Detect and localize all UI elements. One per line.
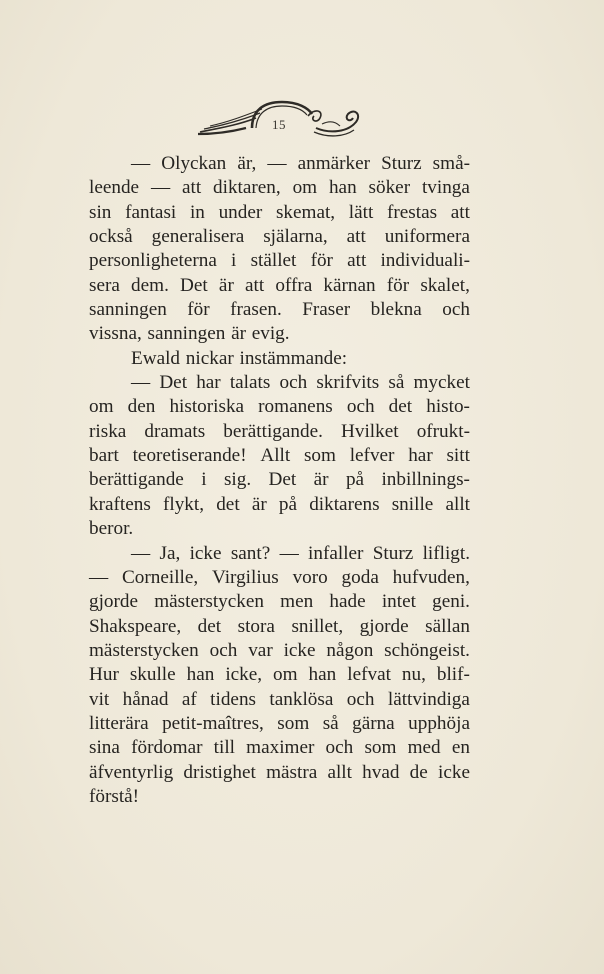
word: frasen. <box>230 299 282 321</box>
text-line <box>89 420 470 444</box>
word: tvinga <box>421 177 470 199</box>
text-line <box>89 444 470 468</box>
word: är <box>313 469 329 491</box>
word: och <box>346 396 375 418</box>
word: diktarens <box>309 493 380 515</box>
word: små- <box>432 153 470 174</box>
word: så <box>322 712 339 734</box>
word: lefvat <box>347 664 391 686</box>
word: historiska <box>169 396 245 418</box>
word: gärna <box>352 712 395 734</box>
word: Ja, <box>159 542 181 564</box>
word: att <box>347 250 367 272</box>
word: stället <box>250 250 297 272</box>
word: — <box>267 153 287 174</box>
word: dramats <box>144 420 206 442</box>
word: och <box>209 639 238 661</box>
word: talats <box>229 372 271 394</box>
word: är <box>231 323 246 345</box>
word: och <box>346 688 375 710</box>
word: — <box>131 542 151 564</box>
word: lifligt. <box>422 542 470 564</box>
text-line <box>89 152 470 176</box>
word: blif- <box>436 664 470 686</box>
word: geni. <box>432 591 470 613</box>
word: lätt <box>348 201 374 223</box>
word: hade <box>329 591 366 613</box>
text-line <box>89 785 470 809</box>
word: snille <box>391 493 434 515</box>
word: kärnan <box>323 274 376 296</box>
word: sig. <box>223 469 252 491</box>
word: skrifvits <box>316 372 380 394</box>
word: lättvindiga <box>387 688 470 710</box>
word: som <box>364 737 397 759</box>
word: tanklösa <box>269 688 334 710</box>
word: in <box>189 201 205 223</box>
text-line <box>89 176 470 200</box>
word: af <box>181 688 197 710</box>
word: sällan <box>425 615 470 637</box>
word: och <box>442 299 470 321</box>
word: det <box>197 615 222 637</box>
word: allt <box>445 493 470 515</box>
word: att <box>450 201 470 223</box>
word: förstå! <box>89 785 140 807</box>
text-line <box>89 395 470 419</box>
word: för <box>310 250 333 272</box>
body-text <box>89 152 470 809</box>
word: mästerstycken <box>154 591 264 613</box>
word: tidens <box>210 688 257 710</box>
word: var <box>248 639 273 661</box>
text-line <box>89 371 470 395</box>
word: snillet, <box>291 615 344 637</box>
word: det <box>216 493 240 515</box>
word: schöngeist. <box>384 639 470 661</box>
word: Det <box>268 469 297 491</box>
text-line <box>89 566 470 590</box>
word: Det <box>159 372 188 394</box>
word: vit <box>89 688 110 710</box>
word: så <box>388 372 405 394</box>
word: själarna, <box>263 226 328 248</box>
word: i <box>201 469 207 491</box>
word: — <box>131 372 151 394</box>
word: mästra <box>266 761 318 783</box>
word: diktaren, <box>213 177 281 199</box>
word: de <box>409 761 428 783</box>
text-line <box>89 736 470 760</box>
word: berättigande <box>89 469 184 491</box>
text-line <box>89 761 470 785</box>
text-line <box>89 615 470 639</box>
word: lefver <box>349 445 395 467</box>
text-line <box>89 663 470 687</box>
text-line <box>89 225 470 249</box>
word: någon <box>326 639 374 661</box>
word: om <box>292 177 318 199</box>
word: maximer <box>246 737 315 759</box>
word: med <box>407 737 441 759</box>
word: och <box>325 737 354 759</box>
word: har <box>408 445 433 467</box>
word: voro <box>292 566 328 588</box>
word: Fraser <box>302 299 351 321</box>
text-line <box>89 590 470 614</box>
word: han <box>328 177 357 199</box>
word: han <box>186 664 215 686</box>
word: skemat, <box>275 201 336 223</box>
word: sanningen <box>147 323 226 345</box>
text-line <box>89 201 470 225</box>
word: som <box>303 445 336 467</box>
word: hånad <box>122 688 169 710</box>
word: skalet, <box>420 274 470 296</box>
word: är <box>218 274 234 296</box>
text-line <box>89 542 470 566</box>
word: om <box>273 664 298 686</box>
word: om <box>89 396 114 418</box>
word: också <box>89 226 133 248</box>
word: vissna, <box>89 323 142 345</box>
word: upphöja <box>408 712 470 734</box>
word: Virgilius <box>212 566 279 588</box>
word: stora <box>237 615 275 637</box>
word: icke <box>189 542 222 564</box>
word: att <box>346 226 366 248</box>
word: den <box>127 396 156 418</box>
word: romanens <box>258 396 333 418</box>
word: det <box>388 396 413 418</box>
word: — <box>131 153 151 174</box>
word: flykt, <box>162 493 205 515</box>
word: instämmande: <box>239 347 348 369</box>
text-line <box>89 322 470 346</box>
word: fördomar <box>131 737 203 759</box>
word: fantasi <box>125 201 177 223</box>
word: individuali- <box>380 250 470 272</box>
word: Hvilket <box>341 420 399 442</box>
word: Ewald <box>131 347 181 369</box>
text-line <box>89 639 470 663</box>
word: på <box>278 493 298 515</box>
word: på <box>345 469 365 491</box>
word: riska <box>89 420 127 442</box>
text-line <box>89 468 470 492</box>
word: dristighet <box>183 761 256 783</box>
word: nu, <box>401 664 426 686</box>
word: personligheterna <box>89 250 217 272</box>
word: mästerstycken <box>89 639 199 661</box>
word: litterära <box>89 712 149 734</box>
page-number: 15 <box>272 117 286 132</box>
word: som <box>277 712 310 734</box>
text-line <box>89 274 470 298</box>
word: men <box>280 591 314 613</box>
word: ofrukt- <box>416 420 470 442</box>
word: — <box>89 566 109 588</box>
word: sitt <box>446 445 470 467</box>
word: Allt <box>260 445 291 467</box>
word: — <box>150 177 171 199</box>
word: allt <box>327 761 352 783</box>
word: anmärker <box>297 153 371 174</box>
word: söker <box>368 177 411 199</box>
word: goda <box>341 566 379 588</box>
word: är <box>251 493 267 515</box>
word: intet <box>381 591 416 613</box>
text-line <box>89 517 470 541</box>
word: icke <box>438 761 470 783</box>
word: Det <box>180 274 208 296</box>
word: frestas <box>386 201 438 223</box>
word: evig. <box>251 323 290 345</box>
word: petit-maîtres, <box>162 712 264 734</box>
word: infaller <box>308 542 364 564</box>
word: hufvuden, <box>392 566 470 588</box>
word: kraftens <box>89 493 151 515</box>
word: Shakspeare, <box>89 615 182 637</box>
word: en <box>451 737 470 759</box>
word: Olyckan <box>161 153 227 174</box>
word: och <box>279 372 308 394</box>
text-line <box>89 298 470 322</box>
word: äfventyrlig <box>89 761 174 783</box>
word: gjorde <box>89 591 139 613</box>
word: icke, <box>225 664 263 686</box>
word: dem. <box>131 274 169 296</box>
word: för <box>386 274 410 296</box>
word: att <box>181 177 202 199</box>
word: gjorde <box>359 615 409 637</box>
word: i <box>231 250 237 272</box>
text-line <box>89 688 470 712</box>
word: nickar <box>185 347 234 369</box>
word: icke <box>283 639 316 661</box>
word: han <box>308 664 337 686</box>
word: Sturz <box>381 153 422 174</box>
text-line <box>89 712 470 736</box>
word: Hur <box>89 664 119 686</box>
word: offra <box>275 274 313 296</box>
word: blekna <box>370 299 422 321</box>
text-line <box>89 347 470 371</box>
word: inbillnings- <box>381 469 470 491</box>
word: berättigande. <box>223 420 323 442</box>
word: till <box>213 737 235 759</box>
word: sanningen <box>89 299 167 321</box>
word: sin <box>89 201 112 223</box>
word: Corneille, <box>122 566 199 588</box>
word: Sturz <box>372 542 414 564</box>
word: under <box>218 201 263 223</box>
text-line <box>89 249 470 273</box>
text-line <box>89 493 470 517</box>
word: skulle <box>129 664 176 686</box>
word: generalisera <box>151 226 245 248</box>
word: att <box>244 274 265 296</box>
word: sera <box>89 274 120 296</box>
word: leende <box>89 177 140 199</box>
word: sant? <box>230 542 271 564</box>
word: bart <box>89 445 119 467</box>
word: är, <box>237 153 257 174</box>
word: uniformera <box>384 226 470 248</box>
word: hvad <box>362 761 400 783</box>
word: har <box>196 372 221 394</box>
word: histo- <box>426 396 470 418</box>
word: sina <box>89 737 120 759</box>
word: teoretiserande! <box>132 445 247 467</box>
word: beror. <box>89 518 134 540</box>
word: för <box>187 299 210 321</box>
word: — <box>279 542 299 564</box>
word: mycket <box>413 372 470 394</box>
